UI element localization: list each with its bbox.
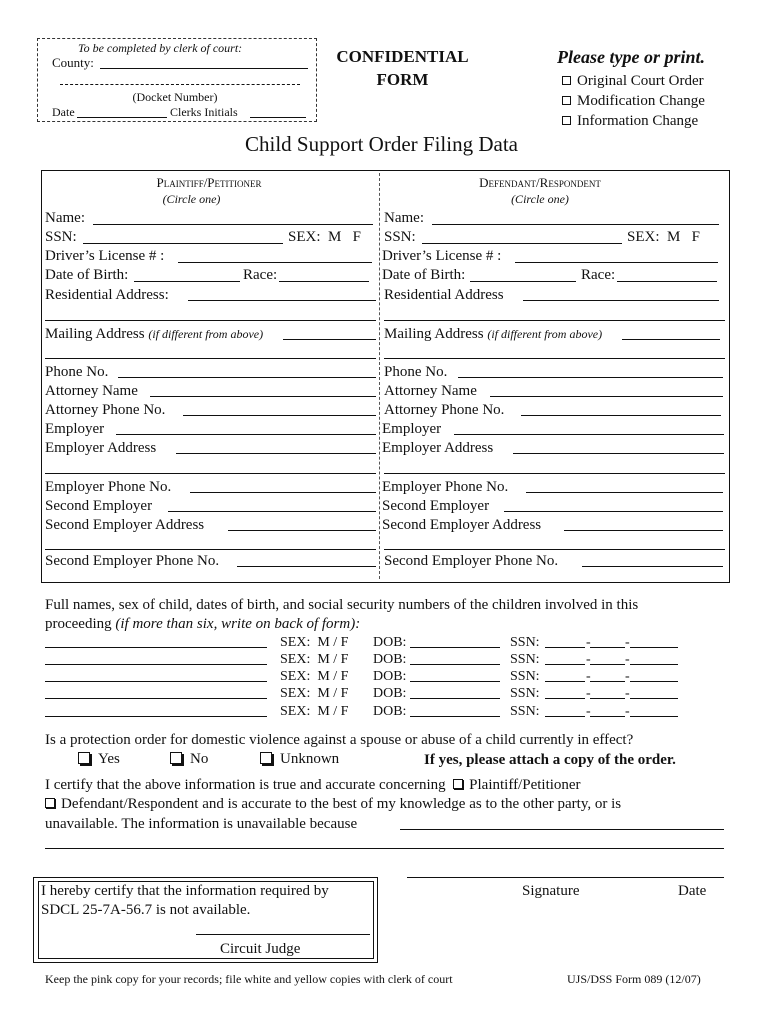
d-residential-label: Residential Address (384, 287, 504, 303)
d-name-field[interactable] (432, 224, 719, 225)
please-type: Please type or print. (557, 47, 705, 67)
p-dob-label: Date of Birth: (45, 267, 129, 283)
child-sex-label[interactable]: SEX: M / F (280, 669, 349, 684)
p-second-employer-phone-label: Second Employer Phone No. (45, 553, 220, 569)
d-license-field[interactable] (515, 262, 718, 263)
d-mailing-text: Mailing Address (384, 326, 484, 342)
child-name-field[interactable] (45, 681, 267, 682)
child-ssn-field[interactable] (590, 716, 625, 717)
child-ssn-label: SSN: (510, 669, 540, 684)
d-phone-field[interactable] (458, 377, 723, 378)
checkbox-icon[interactable] (45, 798, 55, 808)
protection-no-label: No (190, 751, 209, 767)
p-attorney-label: Attorney Name (45, 383, 138, 399)
ssn-dash: - (586, 652, 591, 667)
d-second-employer-phone-label: Second Employer Phone No. (384, 553, 559, 569)
p-mailing-field[interactable] (283, 339, 376, 340)
d-second-employer-address-field-2[interactable] (384, 549, 725, 550)
certify-line2 (45, 795, 621, 813)
p-residential-label: Residential Address: (45, 287, 169, 303)
signature-field[interactable] (407, 877, 724, 878)
p-employer-address-field[interactable] (176, 453, 376, 454)
d-employer-phone-label: Employer Phone No. (382, 479, 509, 495)
signature-label: Signature (522, 883, 580, 899)
d-second-employer-address-field[interactable] (564, 530, 723, 531)
form-label: FORM (376, 70, 429, 89)
ssn-dash: - (586, 686, 591, 701)
children-intro-plain: proceeding (45, 616, 112, 632)
child-dob-label: DOB: (373, 652, 407, 667)
p-license-field[interactable] (178, 262, 372, 263)
option-modification-label: Modification Change (577, 93, 705, 109)
ssn-dash: - (625, 652, 630, 667)
child-ssn-field[interactable] (545, 647, 585, 648)
p-ssn-field[interactable] (83, 243, 283, 244)
child-ssn-field[interactable] (545, 716, 585, 717)
child-name-field[interactable] (45, 664, 267, 665)
clerks-initials-label: Clerks Initials (170, 105, 238, 119)
p-name-field[interactable] (93, 224, 373, 225)
clerks-initials-field[interactable] (250, 117, 306, 118)
d-dob-field[interactable] (470, 281, 576, 282)
p-employer-address-field-2[interactable] (45, 473, 376, 474)
d-residential-field[interactable] (523, 300, 719, 301)
ssn-dash: - (625, 669, 630, 684)
p-second-employer-address-field[interactable] (228, 530, 376, 531)
plaintiff-circle: (Circle one) (162, 192, 221, 206)
child-ssn-label: SSN: (510, 635, 540, 650)
child-ssn-label: SSN: (510, 652, 540, 667)
protection-unknown-label: Unknown (280, 751, 340, 767)
child-name-field[interactable] (45, 698, 267, 699)
child-dob-field[interactable] (410, 698, 500, 699)
p-employer-field[interactable] (116, 434, 376, 435)
d-employer-field[interactable] (454, 434, 724, 435)
p-dob-field[interactable] (134, 281, 240, 282)
child-ssn-field[interactable] (630, 681, 678, 682)
p-employer-phone-field[interactable] (190, 492, 376, 493)
p-mailing-label (45, 325, 263, 343)
option-modification[interactable] (562, 92, 705, 110)
d-attorney-phone-field[interactable] (521, 415, 721, 416)
p-residential-field[interactable] (188, 300, 376, 301)
d-employer-label: Employer (382, 421, 442, 437)
d-ssn-field[interactable] (422, 243, 622, 244)
checkbox-icon[interactable] (562, 116, 571, 125)
p-second-employer-address-label: Second Employer Address (45, 517, 205, 533)
checkbox-icon[interactable] (562, 96, 571, 105)
d-race-field[interactable] (617, 281, 717, 282)
option-information-label: Information Change (577, 113, 699, 129)
children-intro-2 (45, 615, 360, 633)
d-sex-label[interactable]: SEX: M F (627, 229, 700, 245)
d-attorney-field[interactable] (490, 396, 723, 397)
checkbox-icon[interactable] (562, 76, 571, 85)
p-ssn-label: SSN: (45, 229, 77, 245)
d-second-employer-address-label: Second Employer Address (382, 517, 542, 533)
p-employer-phone-label: Employer Phone No. (45, 479, 172, 495)
d-residential-field-2[interactable] (384, 320, 725, 321)
child-ssn-field[interactable] (590, 647, 625, 648)
d-phone-label: Phone No. (384, 364, 448, 380)
p-race-field[interactable] (279, 281, 369, 282)
d-attorney-phone-label: Attorney Phone No. (384, 402, 505, 418)
page-title: Child Support Order Filing Data (245, 132, 518, 156)
d-mailing-label (384, 325, 602, 343)
child-ssn-field[interactable] (630, 698, 678, 699)
child-ssn-label: SSN: (510, 686, 540, 701)
d-employer-phone-field[interactable] (526, 492, 723, 493)
d-ssn-label: SSN: (384, 229, 416, 245)
protection-no[interactable] (170, 750, 208, 768)
certify-text: I certify that the above information is true and accurate concerning (45, 777, 446, 793)
child-name-field[interactable] (45, 647, 267, 648)
certify-line1 (45, 776, 581, 794)
d-mailing-note: (if different from above) (487, 327, 603, 341)
child-ssn-field[interactable] (630, 647, 678, 648)
option-information[interactable] (562, 112, 698, 130)
d-employer-address-label: Employer Address (382, 440, 494, 456)
d-mailing-field-2[interactable] (384, 358, 725, 359)
p-attorney-field[interactable] (150, 396, 376, 397)
option-original-label: Original Court Order (577, 73, 704, 89)
county-field[interactable] (100, 68, 308, 69)
form-number: UJS/DSS Form 089 (12/07) (567, 972, 701, 986)
d-mailing-field[interactable] (622, 339, 720, 340)
child-name-field[interactable] (45, 716, 267, 717)
footer-note: Keep the pink copy for your records; file white and yellow copies with clerk of court (45, 972, 453, 986)
children-intro-italic: (if more than six, write on back of form): (115, 616, 361, 632)
judge-text-1: I hereby certify that the information required by (41, 883, 329, 899)
p-mailing-note: (if different from above) (148, 327, 264, 341)
ssn-dash: - (625, 704, 630, 719)
p-second-employer-field[interactable] (168, 511, 376, 512)
p-employer-label: Employer (45, 421, 105, 437)
child-dob-field[interactable] (410, 664, 500, 665)
d-employer-address-field-2[interactable] (384, 473, 725, 474)
confidential-label: CONFIDENTIAL (336, 47, 469, 66)
child-sex-label[interactable]: SEX: M / F (280, 686, 349, 701)
date-field[interactable] (77, 117, 167, 118)
d-second-employer-field[interactable] (504, 511, 723, 512)
d-race-label: Race: (581, 267, 616, 283)
d-attorney-label: Attorney Name (384, 383, 477, 399)
child-ssn-field[interactable] (590, 698, 625, 699)
d-second-employer-phone-field[interactable] (582, 566, 723, 567)
ssn-dash: - (625, 635, 630, 650)
child-dob-field[interactable] (410, 681, 500, 682)
children-intro: Full names, sex of child, dates of birth, and social security numbers of the children involved in this (45, 597, 639, 613)
reason-field[interactable] (400, 829, 724, 830)
d-dob-label: Date of Birth: (382, 267, 466, 283)
p-second-employer-address-field-2[interactable] (45, 549, 376, 550)
child-dob-field[interactable] (410, 716, 500, 717)
defendant-heading: Defendant/Respondent (479, 175, 601, 190)
child-sex-label[interactable]: SEX: M / F (280, 704, 349, 719)
clerk-heading: To be completed by clerk of court: (78, 41, 243, 55)
checkbox-icon[interactable] (78, 752, 90, 764)
date-label: Date (52, 105, 75, 119)
child-ssn-field[interactable] (545, 698, 585, 699)
checkbox-icon[interactable] (170, 752, 182, 764)
p-second-employer-label: Second Employer (45, 498, 153, 514)
judge-signature-field[interactable] (196, 934, 370, 935)
certify-line3: unavailable. The information is unavailable because (45, 816, 358, 832)
party-divider (379, 173, 380, 579)
checkbox-icon[interactable] (260, 752, 272, 764)
checkbox-icon[interactable] (453, 779, 463, 789)
judge-label: Circuit Judge (220, 941, 301, 957)
judge-text-2: SDCL 25-7A-56.7 is not available. (41, 902, 251, 918)
defendant-circle: (Circle one) (511, 192, 569, 206)
d-second-employer-label: Second Employer (382, 498, 490, 514)
option-original[interactable] (562, 72, 704, 90)
d-license-label: Driver’s License # : (382, 248, 502, 264)
docket-field[interactable] (60, 84, 300, 85)
protection-unknown[interactable] (260, 750, 339, 768)
ssn-dash: - (625, 686, 630, 701)
child-dob-label: DOB: (373, 704, 407, 719)
child-ssn-field[interactable] (590, 681, 625, 682)
docket-label: (Docket Number) (132, 90, 218, 104)
child-ssn-field[interactable] (545, 664, 585, 665)
county-label: County: (52, 55, 94, 70)
child-ssn-field[interactable] (545, 681, 585, 682)
p-phone-label: Phone No. (45, 364, 109, 380)
reason-field-2[interactable] (45, 848, 724, 849)
child-dob-label: DOB: (373, 635, 407, 650)
child-sex-label[interactable]: SEX: M / F (280, 635, 349, 650)
p-attorney-phone-field[interactable] (183, 415, 376, 416)
p-attorney-phone-label: Attorney Phone No. (45, 402, 166, 418)
ssn-dash: - (586, 635, 591, 650)
p-name-label: Name: (45, 210, 85, 226)
child-ssn-label: SSN: (510, 704, 540, 719)
protection-yes-label: Yes (98, 751, 120, 767)
p-phone-field[interactable] (118, 377, 376, 378)
certify-defendant-option[interactable]: Defendant/Respondent and is accurate to the best of my knowledge as to the other party, or is (61, 796, 622, 812)
child-ssn-field[interactable] (630, 716, 678, 717)
child-dob-label: DOB: (373, 669, 407, 684)
p-mailing-text: Mailing Address (45, 326, 145, 342)
child-dob-label: DOB: (373, 686, 407, 701)
p-license-label: Driver’s License # : (45, 248, 165, 264)
plaintiff-heading: Plaintiff/Petitioner (156, 175, 262, 190)
child-sex-label[interactable]: SEX: M / F (280, 652, 349, 667)
protection-note: If yes, please attach a copy of the order. (424, 752, 676, 768)
d-name-label: Name: (384, 210, 424, 226)
p-residential-field-2[interactable] (45, 320, 376, 321)
p-mailing-field-2[interactable] (45, 358, 376, 359)
child-ssn-field[interactable] (590, 664, 625, 665)
protection-yes[interactable] (78, 750, 120, 768)
ssn-dash: - (586, 704, 591, 719)
p-second-employer-phone-field[interactable] (237, 566, 376, 567)
certify-plaintiff-option[interactable]: Plaintiff/Petitioner (469, 777, 581, 793)
child-ssn-field[interactable] (630, 664, 678, 665)
d-employer-address-field[interactable] (513, 453, 724, 454)
p-race-label: Race: (243, 267, 278, 283)
p-sex-label[interactable]: SEX: M F (288, 229, 361, 245)
p-employer-address-label: Employer Address (45, 440, 157, 456)
ssn-dash: - (586, 669, 591, 684)
child-dob-field[interactable] (410, 647, 500, 648)
date-label-signature: Date (678, 883, 707, 899)
protection-question: Is a protection order for domestic violence against a spouse or abuse of a child currently in effect? (45, 732, 634, 748)
